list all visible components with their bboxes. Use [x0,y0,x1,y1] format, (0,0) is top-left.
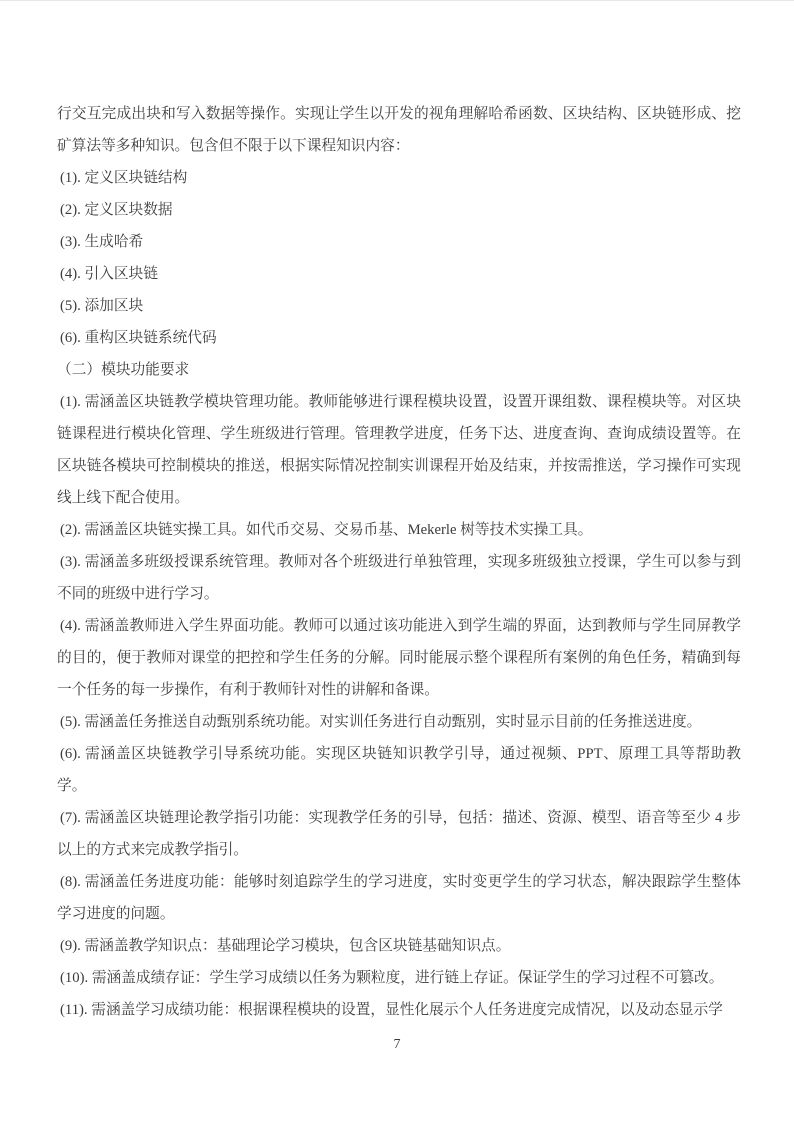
requirement-paragraph: (3). 需涵盖多班级授课系统管理。教师对各个班级进行单独管理，实现多班级独立授课，学生可以参与到不同的班级中进行学习。 [57,554,741,602]
requirement-paragraph: (2). 需涵盖区块链实操工具。如代币交易、交易币基、Mekerle 树等技术实操工具。 [60,522,593,538]
knowledge-list-item: (5). 添加区块 [60,298,144,314]
knowledge-list-item: (3). 生成哈希 [60,234,144,250]
requirement-paragraph: (7). 需涵盖区块链理论教学指引功能：实现教学任务的引导，包括：描述、资源、模型、语音等至少 4 步以上的方式来完成教学指引。 [57,810,741,858]
requirement-paragraph: (6). 需涵盖区块链教学引导系统功能。实现区块链知识教学引导，通过视频、PPT、原理工具等帮助教学。 [57,746,741,794]
knowledge-list-item: (2). 定义区块数据 [60,202,173,218]
requirement-paragraph: (9). 需涵盖教学知识点：基础理论学习模块，包含区块链基础知识点。 [60,938,511,954]
requirement-paragraph: (10). 需涵盖成绩存证：学生学习成绩以任务为颗粒度，进行链上存证。保证学生的学习过程不可篡改。 [60,970,724,986]
requirement-paragraph: (11). 需涵盖学习成绩功能：根据课程模块的设置，显性化展示个人任务进度完成情况，以及动态显示学 [60,1002,723,1018]
requirement-paragraph: (5). 需涵盖任务推送自动甄别系统功能。对实训任务进行自动甄别，实时显示目前的任务推送进度。 [60,714,702,730]
requirement-paragraph: (1). 需涵盖区块链教学模块管理功能。教师能够进行课程模块设置，设置开课组数、课程模块等。对区块链课程进行模块化管理、学生班级进行管理。管理教学进度，任务下达、进度查询、查询成绩设置等。在区块链各模块可控制模块的推送，根据实际情况控制实训课程开始及结束，并按需推送，学习操作可实现线上线下配合使用。 [57,394,741,506]
requirement-paragraph: (8). 需涵盖任务进度功能：能够时刻追踪学生的学习进度，实时变更学生的学习状态，解决跟踪学生整体学习进度的问题。 [57,874,741,922]
page-body-text [57,98,741,1026]
section-heading: （二）模块功能要求 [57,362,190,378]
intro-paragraph: 行交互完成出块和写入数据等操作。实现让学生以开发的视角理解哈希函数、区块结构、区块链形成、挖矿算法等多种知识。包含但不限于以下课程知识内容： [57,106,741,154]
requirement-paragraph: (4). 需涵盖教师进入学生界面功能。教师可以通过该功能进入到学生端的界面，达到教师与学生同屏教学的目的，便于教师对课堂的把控和学生任务的分解。同时能展示整个课程所有案例的角色任务，精确到每一个任务的每一步操作，有利于教师针对性的讲解和备课。 [57,618,741,698]
page-number: 7 [393,1037,401,1052]
knowledge-list-item: (4). 引入区块链 [60,266,158,282]
knowledge-list-item: (1). 定义区块链结构 [60,170,188,186]
knowledge-list-item: (6). 重构区块链系统代码 [60,330,217,346]
